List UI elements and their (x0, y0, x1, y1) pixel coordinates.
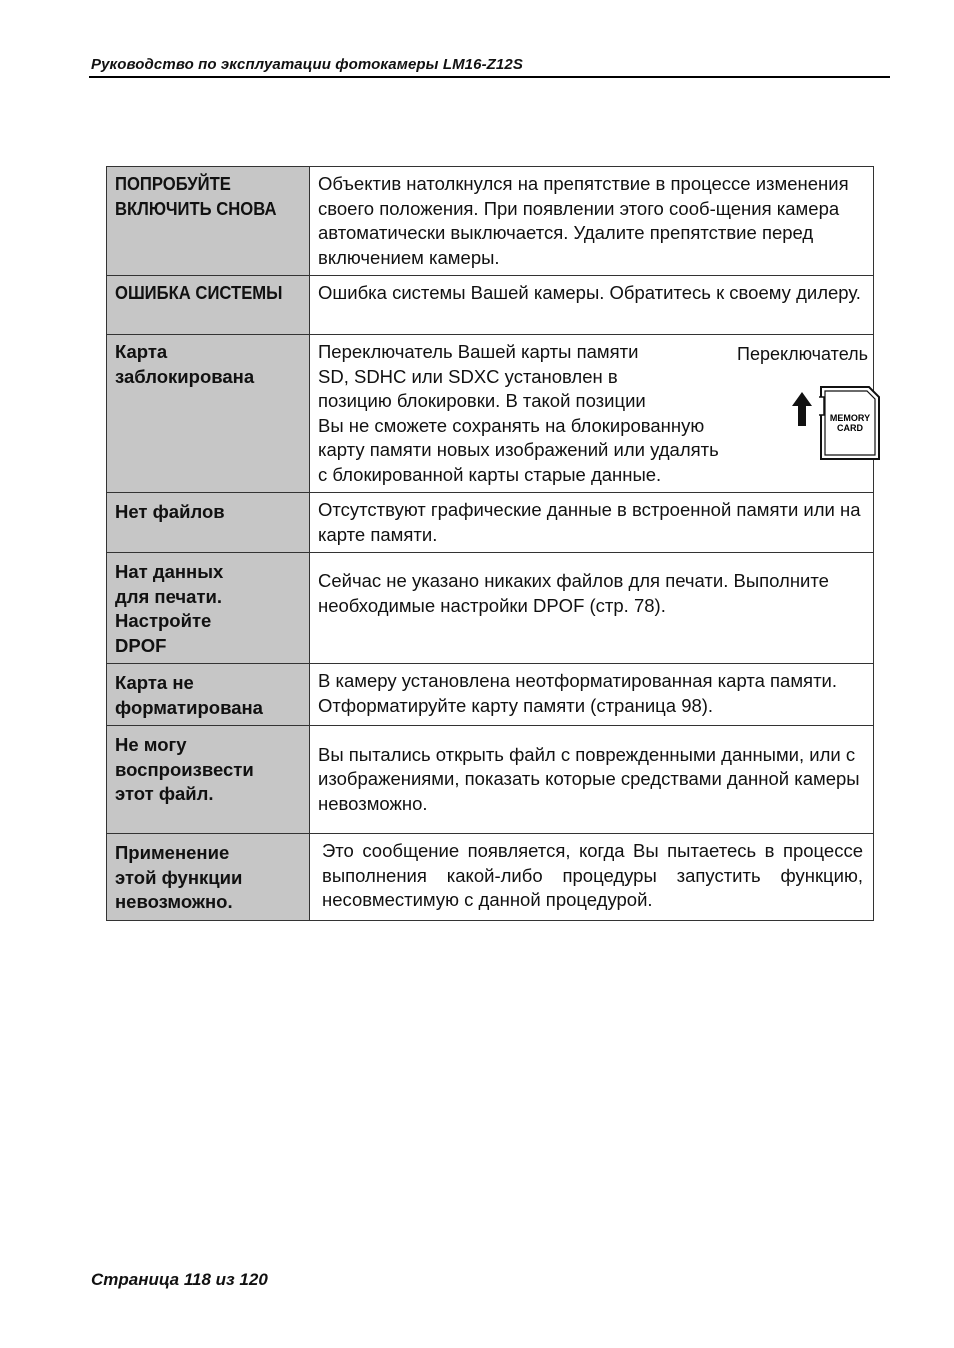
table-row (107, 167, 874, 276)
message-label: Не могу воспроизвести этот файл. (115, 734, 254, 804)
card-text-line-2: CARD (837, 423, 864, 433)
message-description: В камеру установлена неотформатированная карта памяти. Отформатируйте карту памяти (страница 98). (310, 664, 874, 726)
message-description: Объектив натолкнулся на препятствие в процессе изменения своего положения. При появлении этого сооб-щения камера автоматически выключается. Удалите препятствие перед включением камеры. (310, 167, 874, 276)
message-label: Применение этой функции невозможно. (115, 842, 243, 912)
table-row (107, 335, 874, 493)
table-row (107, 834, 874, 921)
message-description: Переключатель Вашей карты памяти SD, SDHC или SDXC установлен в позицию блокировки. В такой позиции Вы не сможете сохранять на блокированную карту памяти новых изображений или удалять с блокированной карты старые данные. (318, 341, 719, 485)
message-description: Ошибка системы Вашей камеры. Обратитесь к своему дилеру. (310, 276, 874, 335)
message-label-cell (107, 553, 310, 664)
message-description-cell (310, 335, 874, 493)
page-number: Страница 118 из 120 (91, 1270, 268, 1289)
message-label-cell (107, 335, 310, 493)
message-label-cell (107, 664, 310, 726)
memory-card-icon (819, 385, 881, 461)
message-label: Карта не форматирована (115, 672, 263, 718)
document-header-title: Руководство по эксплуатации фотокамеры LM16-Z12S (91, 56, 523, 73)
table-row (107, 553, 874, 664)
table-row (107, 276, 874, 335)
message-label-cell (107, 493, 310, 553)
header-divider (89, 76, 890, 78)
message-label: ПОПРОБУЙТЕ ВКЛЮЧИТЬ СНОВА (115, 173, 277, 219)
message-description: Это сообщение появляется, когда Вы пытаетесь в процессе выполнения какой-либо процедуры запустить функцию, несовместимую с данной процедурой. (310, 834, 874, 921)
message-label-cell (107, 834, 310, 921)
message-label-cell (107, 726, 310, 834)
message-label-cell (107, 276, 310, 335)
message-label: Карта заблокирована (115, 341, 255, 387)
table-row (107, 726, 874, 834)
table-row (107, 664, 874, 726)
message-label: Нет файлов (115, 501, 225, 522)
message-label-cell (107, 167, 310, 276)
error-message-table (106, 166, 874, 921)
memory-card-figure (734, 340, 873, 460)
message-description: Вы пытались открыть файл с поврежденными данными, или с изображениями, показать которые средствами данной камеры невозможно. (310, 726, 874, 834)
switch-label: Переключатель (737, 344, 868, 364)
message-label: ОШИБКА СИСТЕМЫ (115, 282, 283, 303)
arrow-up-icon (792, 392, 812, 426)
card-text-line-1: MEMORY (830, 413, 871, 423)
message-description: Сейчас не указано никаких файлов для печати. Выполните необходимые настройки DPOF (стр. 78). (310, 553, 874, 664)
message-description: Отсутствуют графические данные в встроенной памяти или на карте памяти. (310, 493, 874, 553)
table-row (107, 493, 874, 553)
message-label: Нат данных для печати. Настройте DPOF (115, 561, 224, 656)
